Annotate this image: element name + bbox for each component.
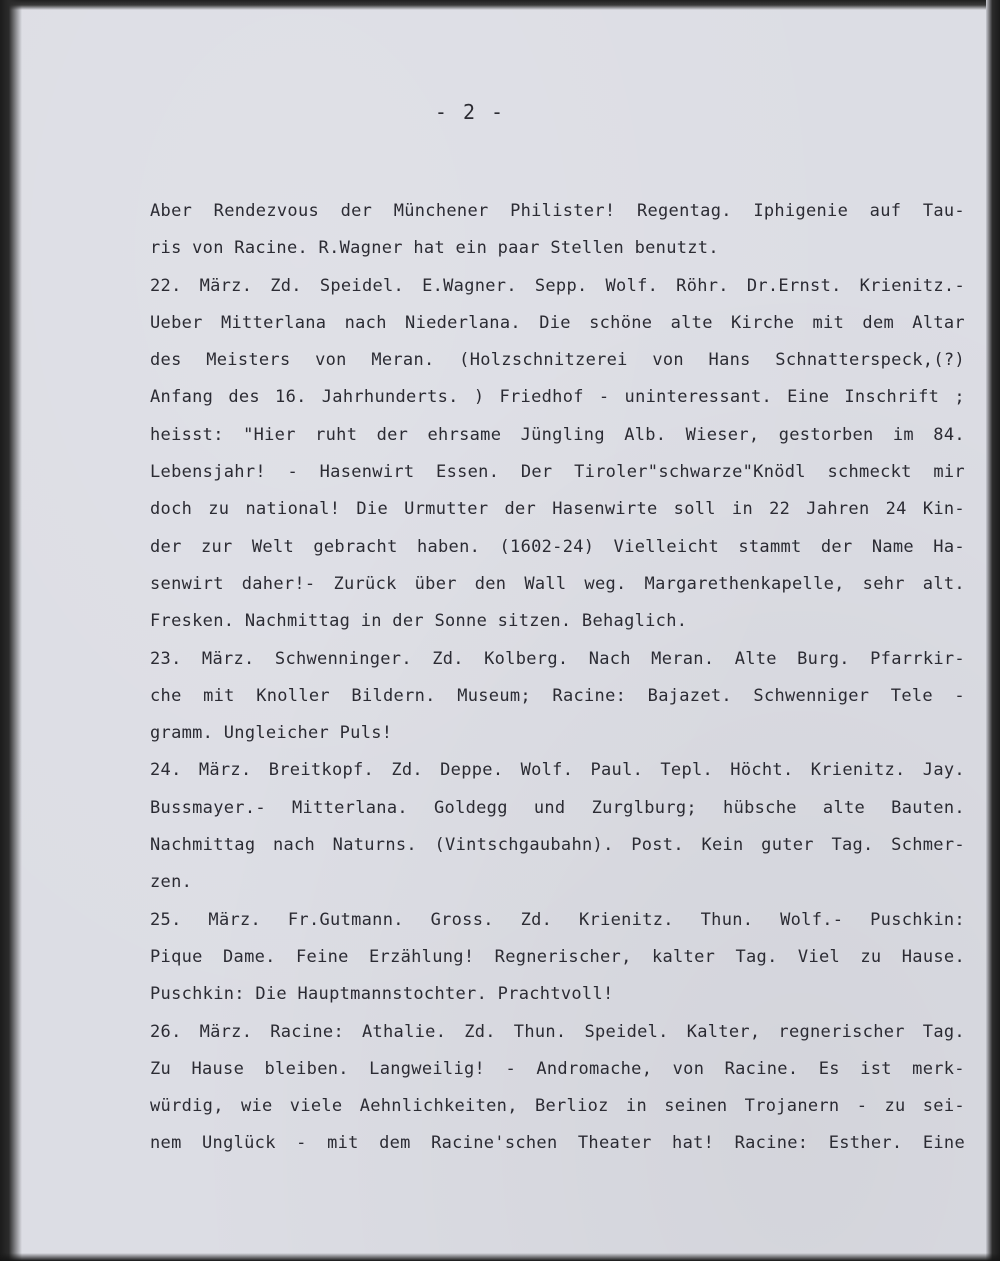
text-line: würdig, wie viele Aehnlichkeiten, Berlioz in seinen Trojanern - zu sei- xyxy=(150,1096,965,1117)
text-line: gramm. Ungleicher Puls! xyxy=(150,723,393,744)
text-line: des Meisters von Meran. (Holzschnitzerei von Hans Schnatterspeck,(?) xyxy=(150,350,965,371)
text-line: 26. März. Racine: Athalie. Zd. Thun. Speidel. Kalter, regnerischer Tag. xyxy=(150,1021,965,1042)
text-line: Puschkin: Die Hauptmannstochter. Prachtvoll! xyxy=(150,984,614,1005)
text-line: Pique Dame. Feine Erzählung! Regnerischer, kalter Tag. Viel zu Hause. xyxy=(150,946,965,967)
text-line: der zur Welt gebracht haben. (1602-24) Vielleicht stammt der Name Ha- xyxy=(150,536,965,557)
text-line: Bussmayer.- Mitterlana. Goldegg und Zurglburg; hübsche alte Bauten. xyxy=(150,797,965,818)
text-line: zen. xyxy=(150,872,193,893)
text-line: nem Unglück - mit dem Racine'schen Theater hat! Racine: Esther. Eine xyxy=(150,1133,965,1154)
scan-edge-top xyxy=(0,0,1000,10)
scan-edge-right xyxy=(986,0,1000,1261)
text-line: Zu Hause bleiben. Langweilig! - Andromache, von Racine. Es ist merk- xyxy=(150,1058,965,1079)
page-number: - 2 - xyxy=(434,100,506,124)
text-line: Lebensjahr! - Hasenwirt Essen. Der Tiroler"schwarze"Knödl schmeckt mir xyxy=(150,462,965,483)
text-line: 24. März. Breitkopf. Zd. Deppe. Wolf. Paul. Tepl. Höcht. Krienitz. Jay. xyxy=(150,760,965,781)
typed-text-body xyxy=(150,196,965,1166)
text-line: Aber Rendezvous der Münchener Philister! Regentag. Iphigenie auf Tau- xyxy=(150,201,965,221)
text-line: ris von Racine. R.Wagner hat ein paar Stellen benutzt. xyxy=(150,238,719,259)
text-line: senwirt daher!- Zurück über den Wall weg. Margarethenkapelle, sehr alt. xyxy=(150,573,965,594)
text-line: che mit Knoller Bildern. Museum; Racine: Bajazet. Schwenniger Tele - xyxy=(150,685,965,706)
text-line: heisst: "Hier ruht der ehrsame Jüngling Alb. Wieser, gestorben im 84. xyxy=(150,424,965,445)
scan-edge-left xyxy=(0,0,22,1261)
text-line: doch zu national! Die Urmutter der Hasenwirte soll in 22 Jahren 24 Kin- xyxy=(150,499,965,520)
text-line: 23. März. Schwenninger. Zd. Kolberg. Nach Meran. Alte Burg. Pfarrkir- xyxy=(150,648,965,669)
text-line: Fresken. Nachmittag in der Sonne sitzen. Behaglich. xyxy=(150,611,688,632)
scan-edge-bottom xyxy=(0,1253,1000,1261)
text-line: 25. März. Fr.Gutmann. Gross. Zd. Krienitz. Thun. Wolf.- Puschkin: xyxy=(150,909,965,930)
text-line: 22. März. Zd. Speidel. E.Wagner. Sepp. Wolf. Röhr. Dr.Ernst. Krienitz.- xyxy=(150,275,965,296)
text-line: Nachmittag nach Naturns. (Vintschgaubahn). Post. Kein guter Tag. Schmer- xyxy=(150,835,965,856)
text-line: Anfang des 16. Jahrhunderts. ) Friedhof - uninteressant. Eine Inschrift ; xyxy=(150,387,965,408)
text-line: Ueber Mitterlana nach Niederlana. Die schöne alte Kirche mit dem Altar xyxy=(150,312,965,333)
